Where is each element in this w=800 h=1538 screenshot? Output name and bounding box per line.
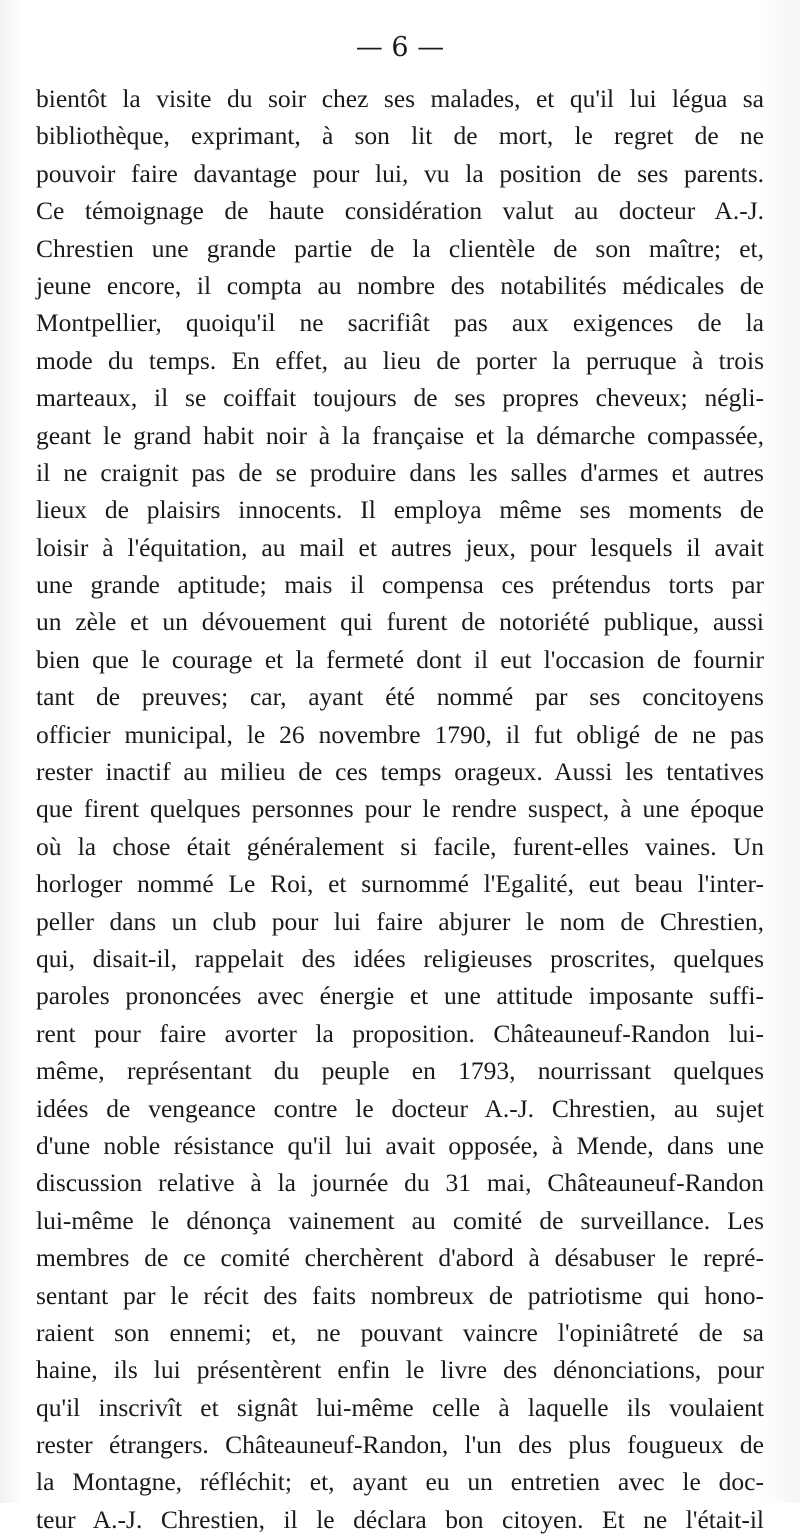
text-line: tant de preuves; car, ayant été nommé par ses concitoyens	[36, 682, 764, 712]
text-line: marteaux, il se coiffait toujours de ses propres cheveux; négli-	[36, 383, 764, 413]
body-text	[36, 80, 764, 1538]
text-line: sentant par le récit des faits nombreux de patriotisme qui hono-	[36, 1280, 764, 1310]
text-line: idées de vengeance contre le docteur A.-J. Chrestien, au sujet	[36, 1093, 764, 1123]
text-line: membres de ce comité cherchèrent d'abord à désabuser le repré-	[36, 1243, 764, 1273]
text-line: bientôt la visite du soir chez ses malades, et qu'il lui légua sa	[36, 84, 764, 113]
text-line: jeune encore, il compta au nombre des notabilités médicales de	[36, 270, 764, 300]
text-line: un zèle et un dévouement qui furent de notoriété publique, aussi	[36, 607, 764, 637]
text-line: rent pour faire avorter la proposition. Châteauneuf-Randon lui-	[36, 1018, 764, 1048]
text-line: officier municipal, le 26 novembre 1790, il fut obligé de ne pas	[36, 719, 764, 749]
text-line: lieux de plaisirs innocents. Il employa même ses moments de	[36, 495, 764, 525]
text-line: la Montagne, réfléchit; et, ayant eu un entretien avec le doc-	[36, 1467, 764, 1497]
page-number: — 6 —	[355, 32, 445, 63]
text-line: paroles prononcées avec énergie et une attitude imposante suffi-	[36, 981, 764, 1011]
text-line: discussion relative à la journée du 31 mai, Châteauneuf-Randon	[36, 1168, 764, 1198]
text-line: que firent quelques personnes pour le rendre suspect, à une époque	[36, 794, 764, 824]
text-line: qu'il inscrivît et signât lui-même celle à laquelle ils voulaient	[36, 1392, 764, 1422]
text-line: raient son ennemi; et, ne pouvant vaincre l'opiniâtreté de sa	[36, 1317, 764, 1347]
text-line: bien que le courage et la fermeté dont il eut l'occasion de fournir	[36, 644, 764, 674]
text-line: Montpellier, quoiqu'il ne sacrifiât pas aux exigences de la	[36, 308, 764, 338]
text-line: horloger nommé Le Roi, et surnommé l'Egalité, eut beau l'inter-	[36, 869, 764, 899]
text-line: une grande aptitude; mais il compensa ces prétendus torts par	[36, 570, 764, 600]
text-line: Ce témoignage de haute considération valut au docteur A.-J.	[36, 196, 764, 226]
text-line: lui-même le dénonça vainement au comité de surveillance. Les	[36, 1205, 764, 1235]
text-line: peller dans un club pour lui faire abjurer le nom de Chrestien,	[36, 906, 764, 936]
text-line: rester inactif au milieu de ces temps orageux. Aussi les tentatives	[36, 757, 764, 787]
text-line: où la chose était généralement si facile, furent-elles vaines. Un	[36, 831, 764, 861]
text-line: pouvoir faire davantage pour lui, vu la position de ses parents.	[36, 158, 764, 188]
text-line: d'une noble résistance qu'il lui avait opposée, à Mende, dans une	[36, 1130, 764, 1160]
text-line: il ne craignit pas de se produire dans les salles d'armes et autres	[36, 457, 764, 487]
text-line: qui, disait-il, rappelait des idées religieuses proscrites, quelques	[36, 943, 764, 973]
text-line: Chrestien une grande partie de la clientèle de son maître; et,	[36, 233, 764, 263]
text-line: teur A.-J. Chrestien, il le déclara bon citoyen. Et ne l'était-il	[36, 1504, 764, 1534]
text-line: bibliothèque, exprimant, à son lit de mort, le regret de ne	[36, 121, 764, 151]
text-line: geant le grand habit noir à la française et la démarche compassée,	[36, 420, 764, 450]
text-line: loisir à l'équitation, au mail et autres jeux, pour lesquels il avait	[36, 532, 764, 562]
text-line: rester étrangers. Châteauneuf-Randon, l'un des plus fougueux de	[36, 1430, 764, 1460]
text-line: haine, ils lui présentèrent enfin le livre des dénonciations, pour	[36, 1355, 764, 1385]
text-line: mode du temps. En effet, au lieu de porter la perruque à trois	[36, 345, 764, 375]
text-line: même, représentant du peuple en 1793, nourrissant quelques	[36, 1056, 764, 1086]
